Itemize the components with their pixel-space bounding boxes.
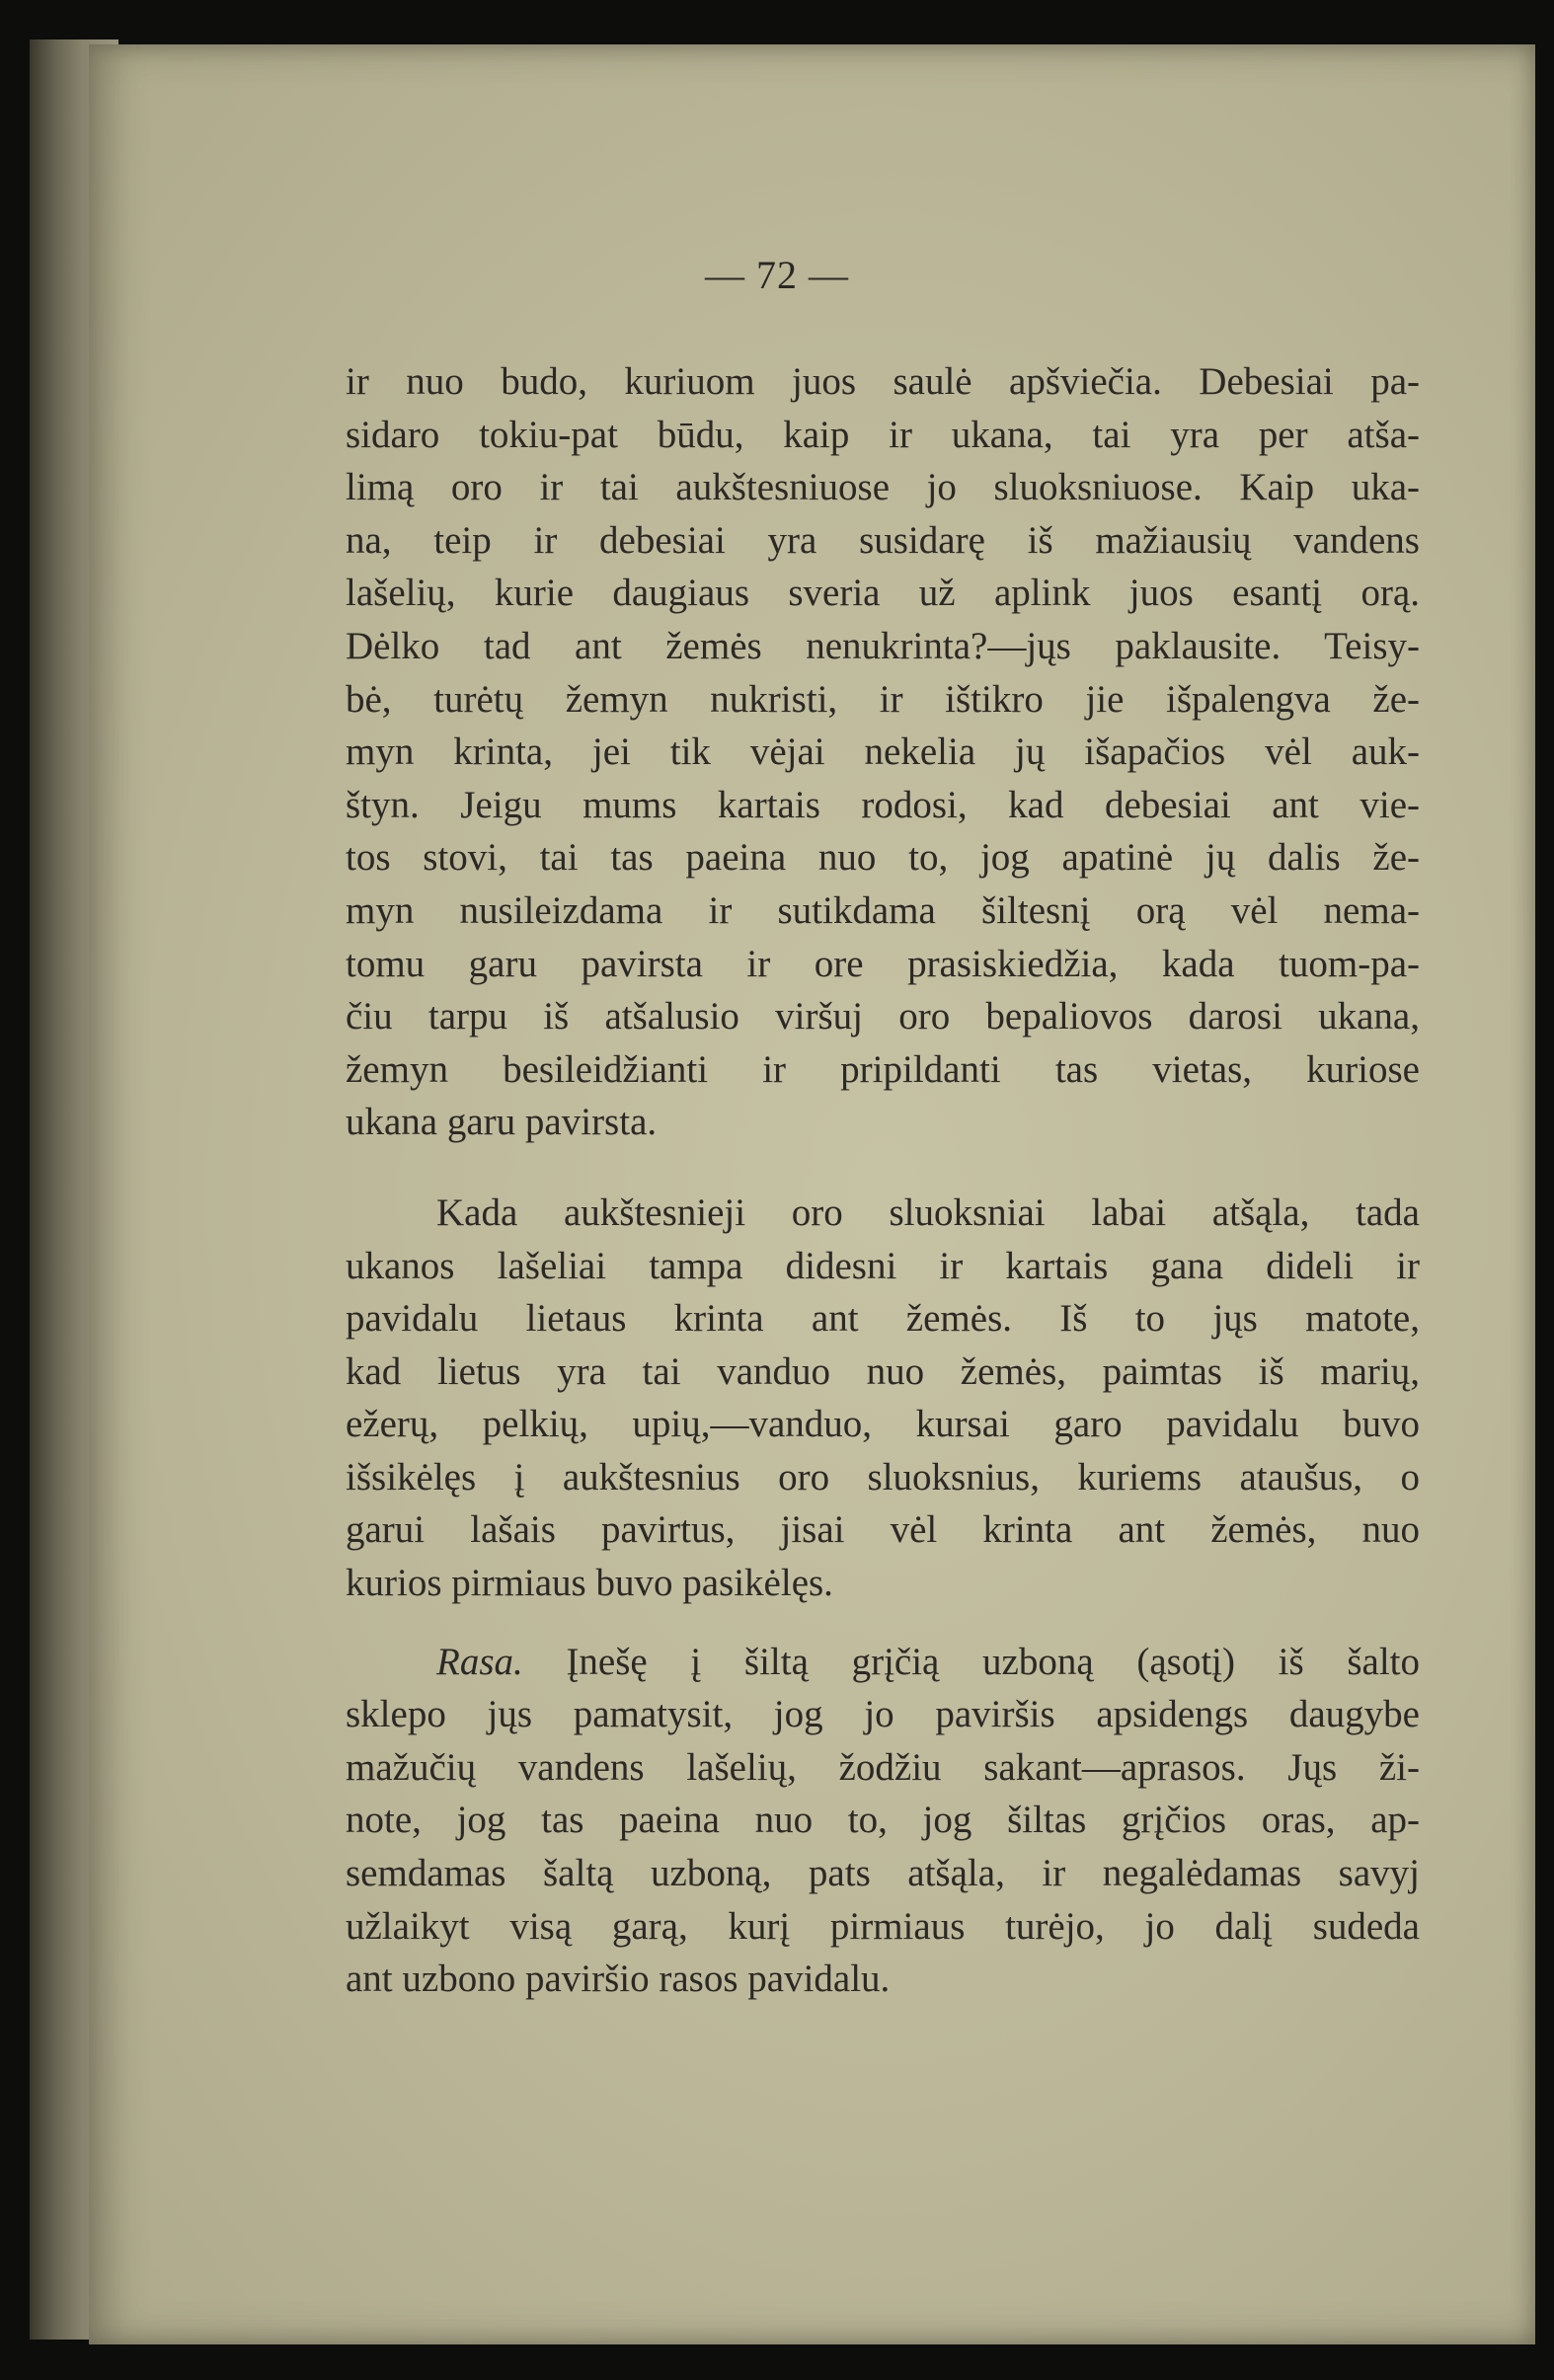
text-line: kad lietus yra tai vanduo nuo žemės, paimtas iš marių, <box>346 1349 1420 1393</box>
text-line: bė, turėtų žemyn nukristi, ir ištikro jie išpalengva že- <box>346 677 1420 721</box>
text-line: išsikėlęs į aukštesnius oro sluoksnius, kuriems ataušus, o <box>346 1455 1420 1498</box>
text-line: lašelių, kurie daugiaus sveria už aplink juos esantį orą. <box>346 572 1420 615</box>
text-line-content: Įnešę į šiltą grįčią uzboną (ąsotį) iš šalto <box>566 1640 1420 1683</box>
text-line: ukana garu pavirsta. <box>346 1101 658 1144</box>
text-line: sidaro tokiu-pat būdu, kaip ir ukana, tai yra per atša- <box>346 413 1420 456</box>
text-line: na, teip ir debesiai yra susidarę iš mažiausių vandens <box>346 518 1420 562</box>
text-line: Dėlko tad ant žemės nenukrinta?—jųs paklausite. Teisy- <box>346 624 1420 667</box>
text-line: mažučių vandens lašelių, žodžiu sakant—aprasos. Jųs ži- <box>346 1745 1420 1789</box>
text-line: limą oro ir tai aukštesniuose jo sluoksniuose. Kaip uka- <box>346 466 1420 509</box>
text-line: kurios pirmiaus buvo pasikėlęs. <box>346 1562 833 1605</box>
text-line: myn krinta, jei tik vėjai nekelia jų išapačios vėl auk- <box>346 730 1420 774</box>
text-line: tomu garu pavirsta ir ore prasiskiedžia, kada tuom-pa- <box>346 942 1420 985</box>
section-heading: Rasa. <box>436 1640 523 1683</box>
text-line: ant uzbono paviršio rasos pavidalu. <box>346 1958 891 2001</box>
page-number: — 72 — <box>705 253 849 297</box>
text-line: tos stovi, tai tas paeina nuo to, jog apatinė jų dalis že- <box>346 836 1420 880</box>
paragraph-3 <box>346 1636 1420 2006</box>
text-line: Kada aukštesnieji oro sluoksniai labai atšąla, tada <box>436 1190 1420 1234</box>
text-line: myn nusileizdama ir sutikdama šiltesnį orą vėl nema- <box>346 888 1420 932</box>
text-line: štyn. Jeigu mums kartais rodosi, kad debesiai ant vie- <box>346 783 1420 826</box>
page-text <box>346 355 1420 2006</box>
paragraph-2 <box>346 1187 1420 1610</box>
text-line: note, jog tas paeina nuo to, jog šiltas grįčios oras, ap- <box>346 1799 1420 1842</box>
text-line: žemyn besileidžianti ir pripildanti tas vietas, kuriose <box>346 1047 1420 1091</box>
text-line: užlaikyt visą garą, kurį pirmiaus turėjo, jo dalį sudeda <box>346 1904 1420 1948</box>
text-line: ežerų, pelkių, upių,—vanduo, kursai garo pavidalu buvo <box>346 1403 1420 1446</box>
paragraph-1 <box>346 355 1420 1149</box>
text-line: ukanos lašeliai tampa didesni ir kartais gana dideli ir <box>346 1244 1420 1287</box>
text-line: garui lašais pavirtus, jisai vėl krinta ant žemės, nuo <box>346 1508 1420 1552</box>
text-line <box>346 1636 1420 1689</box>
text-line: semdamas šaltą uzboną, pats atšąla, ir negalėdamas savyj <box>346 1852 1420 1895</box>
text-line: čiu tarpu iš atšalusio viršuj oro bepaliovos darosi ukana, <box>346 995 1420 1038</box>
text-line: ir nuo budo, kuriuom juos saulė apšviečia. Debesiai pa- <box>346 360 1420 403</box>
text-line: pavidalu lietaus krinta ant žemės. Iš to jųs matote, <box>346 1297 1420 1341</box>
text-line: sklepo jųs pamatysit, jog jo paviršis apsidengs daugybe <box>346 1693 1420 1736</box>
